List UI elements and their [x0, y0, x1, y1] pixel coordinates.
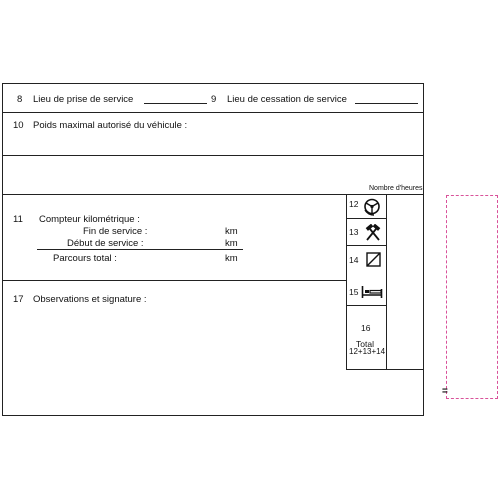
box-divider: [346, 218, 386, 219]
box-13-number: 13: [349, 227, 359, 237]
box-diagonal-icon: [366, 252, 381, 267]
field-17-number: 17: [13, 294, 24, 305]
field-8-line[interactable]: [144, 103, 207, 104]
subtotal-line: [37, 249, 243, 250]
field-10-number: 10: [13, 120, 24, 131]
equals-sign: =: [442, 386, 448, 397]
box-16-total-label: Total: [356, 339, 374, 349]
box-16-number: 16: [361, 323, 371, 333]
column-divider: [386, 194, 387, 369]
column-divider: [346, 194, 347, 369]
hours-header: Nombre d'heures: [369, 185, 423, 192]
end-of-service-label: Fin de service :: [83, 226, 148, 237]
box-15-number: 15: [349, 287, 359, 297]
cut-out-area: [446, 195, 498, 399]
start-of-service-unit[interactable]: km: [225, 238, 238, 249]
box-divider: [346, 369, 423, 370]
divider: [3, 194, 423, 195]
field-10-label: Poids maximal autorisé du véhicule :: [33, 120, 188, 131]
total-distance-label: Parcours total :: [53, 253, 117, 264]
divider: [3, 280, 346, 281]
bed-icon: [361, 285, 383, 299]
field-9-label: Lieu de cessation de service: [227, 94, 347, 105]
box-12-number: 12: [349, 199, 359, 209]
field-11-label: Compteur kilométrique :: [39, 214, 140, 225]
box-divider: [346, 305, 386, 306]
divider: [3, 112, 423, 113]
field-8-number: 8: [17, 94, 23, 105]
field-11-number: 11: [13, 214, 23, 225]
steering-wheel-icon: [362, 197, 382, 216]
box-divider: [346, 245, 386, 246]
end-of-service-unit[interactable]: km: [225, 226, 238, 237]
field-8-label: Lieu de prise de service: [33, 94, 134, 105]
hammers-icon: [364, 224, 382, 242]
form-sheet: [2, 83, 424, 416]
field-17-label: Observations et signature :: [33, 294, 147, 305]
field-9-number: 9: [211, 94, 217, 105]
total-distance-unit[interactable]: km: [225, 253, 238, 264]
field-9-line[interactable]: [355, 103, 418, 104]
box-16-formula: 12+13+14: [349, 347, 386, 356]
divider: [3, 155, 423, 156]
start-of-service-label: Début de service :: [67, 238, 144, 249]
box-14-number: 14: [349, 255, 359, 265]
